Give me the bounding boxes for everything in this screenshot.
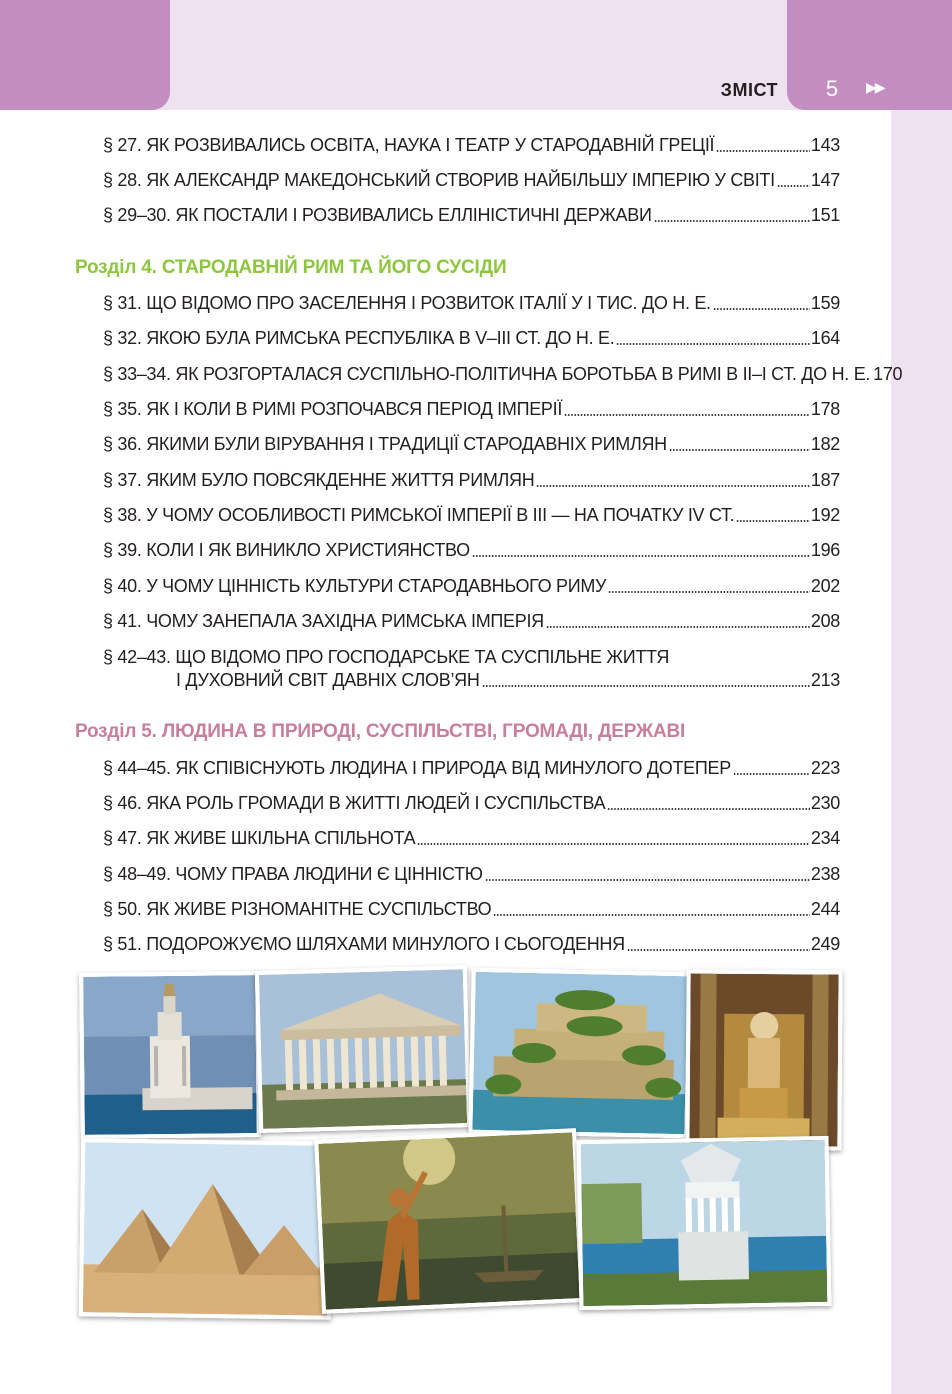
statue-of-zeus-image [685,969,842,1150]
temple-of-artemis-image [255,965,471,1133]
dot-leader [493,914,809,916]
dot-leader [654,220,810,222]
toc-entry[interactable] [103,826,840,850]
section-5-label: Розділ 5. [75,721,157,742]
dot-leader [616,343,809,345]
dot-leader [733,773,810,775]
toc-entry-title: § 28. ЯК АЛЕКСАНДР МАКЕДОНСЬКИЙ СТВОРИВ НАЙБІЛЬШУ ІМПЕРІЮ У СВІТІ [103,170,775,190]
toc-entry[interactable] [176,668,840,692]
toc-entry[interactable] [103,503,840,527]
toc-entry-title: І ДУХОВНИЙ СВІТ ДАВНІХ СЛОВ’ЯН [176,670,480,690]
toc-entry-page: 192 [810,505,840,525]
toc-entry[interactable] [103,168,840,192]
toc-entry-line1[interactable]: § 42–43. ЩО ВІДОМО ПРО ГОСПОДАРСЬКЕ ТА СУСПІЛЬНЕ ЖИТТЯ [103,647,670,667]
toc-entry-page: 213 [810,670,840,690]
toc-entry-title: § 51. ПОДОРОЖУЄМО ШЛЯХАМИ МИНУЛОГО І СЬОГОДЕННЯ [103,934,625,954]
dot-leader [536,485,809,487]
toc-entry-page: 234 [810,828,840,848]
toc-entry-page: 151 [810,205,840,225]
toc-entry-page: 202 [810,576,840,596]
toc-entry-page: 164 [810,328,840,348]
toc-entry-page: 223 [810,758,840,778]
toc-entry-page: 143 [810,135,840,155]
toc-entry[interactable] [103,756,840,780]
toc-entry-page: 230 [810,793,840,813]
dot-leader [608,591,810,593]
colossus-of-rhodes-image [314,1128,584,1314]
toc-entry[interactable] [103,574,840,598]
toc-entry-title: § 48–49. ЧОМУ ПРАВА ЛЮДИНИ Є ЦІННІСТЮ [103,864,483,884]
toc-entry-title: § 41. ЧОМУ ЗАНЕПАЛА ЗАХІДНА РИМСЬКА ІМПЕРІЯ [103,611,544,631]
dot-leader [485,879,810,881]
toc-entry[interactable] [103,791,840,815]
pyramids-of-giza-image [79,1138,333,1320]
toc-entry-page: 249 [810,934,840,954]
dot-leader [716,150,810,152]
toc-entry-title: § 50. ЯК ЖИВЕ РІЗНОМАНІТНЕ СУСПІЛЬСТВО [103,899,492,919]
toc-entry[interactable] [103,609,840,633]
toc-entry-title: § 46. ЯКА РОЛЬ ГРОМАДИ В ЖИТТІ ЛЮДЕЙ І СУСПІЛЬСТВА [103,793,606,813]
toc-entry-page: 182 [810,434,840,454]
dot-leader [417,843,809,845]
toc-entry-page: 244 [810,899,840,919]
toc-entry[interactable] [103,362,903,386]
toc-entry[interactable] [103,326,840,350]
toc-entry-title: § 35. ЯК І КОЛИ В РИМІ РОЗПОЧАВСЯ ПЕРІОД ІМПЕРІЇ [103,399,563,419]
toc-entry[interactable] [103,932,840,956]
toc-entry-title: § 39. КОЛИ І ЯК ВИНИКЛО ХРИСТИЯНСТВО [103,540,470,560]
toc-entry[interactable] [103,133,840,157]
dot-leader [472,555,810,557]
toc-entry-title: § 36. ЯКИМИ БУЛИ ВІРУВАННЯ І ТРАДИЦІЇ СТАРОДАВНІХ РИМЛЯН [103,434,667,454]
section-5-heading [75,721,685,743]
toc-entry[interactable] [103,291,840,315]
toc-entry-page: 208 [810,611,840,631]
dot-leader [669,449,810,451]
toc-entry-title: § 33–34. ЯК РОЗГОРТАЛАСЯ СУСПІЛЬНО-ПОЛІТИЧНА БОРОТЬБА В РИМІ В ІІ–І СТ. ДО Н. Е. [103,364,871,384]
toc-entry[interactable] [103,432,840,456]
toc-entry-title: § 37. ЯКИМ БУЛО ПОВСЯКДЕННЕ ЖИТТЯ РИМЛЯН [103,470,535,490]
toc-entry-page: 187 [810,470,840,490]
toc-entry[interactable] [103,538,840,562]
dot-leader [777,185,810,187]
toc-entry-title: § 38. У ЧОМУ ОСОБЛИВОСТІ РИМСЬКОЇ ІМПЕРІЇ В ІІІ — НА ПОЧАТКУ IV СТ. [103,505,735,525]
toc-entry-page: 170 [873,364,903,384]
dot-leader [713,308,810,310]
toc-entry-page: 238 [810,864,840,884]
section-4-label: Розділ 4. [75,257,157,278]
hanging-gardens-image [468,968,691,1139]
header-tab-left [0,0,170,110]
toc-entry-page: 196 [810,540,840,560]
toc-entry-title: § 27. ЯК РОЗВИВАЛИСЬ ОСВІТА, НАУКА І ТЕАТР У СТАРОДАВНІЙ ГРЕЦІЇ [103,135,715,155]
page-edge-strip [891,110,952,1394]
toc-entry-title: § 32. ЯКОЮ БУЛА РИМСЬКА РЕСПУБЛІКА В V–III СТ. ДО Н. Е. [103,328,615,348]
toc-entry[interactable] [103,397,840,421]
toc-entry[interactable] [103,203,840,227]
mausoleum-at-halicarnassus-image [577,1136,832,1310]
toc-entry-title: § 44–45. ЯК СПІВІСНУЮТЬ ЛЮДИНА І ПРИРОДА ВІД МИНУЛОГО ДОТЕПЕР [103,758,731,778]
dot-leader [627,949,810,951]
header-title: ЗМІСТ [720,80,778,100]
toc-entry-title: § 40. У ЧОМУ ЦІННІСТЬ КУЛЬТУРИ СТАРОДАВНЬОГО РИМУ [103,576,607,596]
toc-entry-title: § 31. ЩО ВІДОМО ПРО ЗАСЕЛЕННЯ І РОЗВИТОК ІТАЛІЇ У І ТИС. ДО Н. Е. [103,293,711,313]
toc-entry[interactable] [103,897,840,921]
toc-entry-title: § 47. ЯК ЖИВЕ ШКІЛЬНА СПІЛЬНОТА [103,828,416,848]
dot-leader [607,808,809,810]
toc-entry[interactable] [103,468,840,492]
page-number: 5 [825,76,839,101]
section-4-title: СТАРОДАВНІЙ РИМ ТА ЙОГО СУСІДИ [161,257,507,278]
dot-leader [736,520,809,522]
toc-entry-title: § 29–30. ЯК ПОСТАЛИ І РОЗВИВАЛИСЬ ЕЛЛІНІСТИЧНІ ДЕРЖАВИ [103,205,652,225]
dot-leader [482,685,810,687]
lighthouse-of-alexandria-image [79,971,261,1139]
next-arrows-icon: ▶▶ [866,79,884,95]
section-4-heading [75,257,506,279]
toc-entry-page: 178 [810,399,840,419]
toc-entry[interactable] [103,862,840,886]
dot-leader [564,414,810,416]
toc-entry-page: 159 [810,293,840,313]
toc-entry-page: 147 [810,170,840,190]
section-5-title: ЛЮДИНА В ПРИРОДІ, СУСПІЛЬСТВІ, ГРОМАДІ, ДЕРЖАВІ [161,721,686,742]
dot-leader [546,626,810,628]
